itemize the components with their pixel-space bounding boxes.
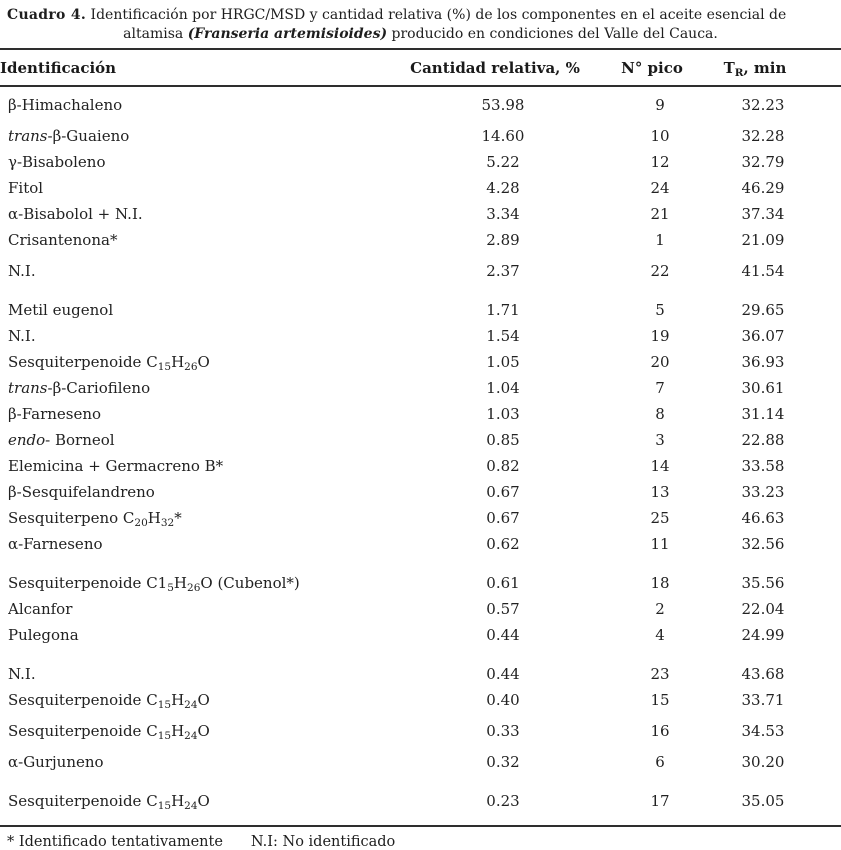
caption-line-1 — [0, 6, 841, 25]
cell-numero-pico: 1 — [655, 231, 665, 249]
caption-line-2 — [0, 25, 841, 44]
cell-tr-min: 24.99 — [741, 626, 785, 644]
cell-identificacion: Elemicina + Germacreno B* — [8, 457, 224, 475]
cell-cantidad-relativa: 0.23 — [486, 792, 520, 810]
table-row — [0, 687, 841, 713]
cell-numero-pico: 6 — [655, 753, 665, 771]
cell-identificacion: Sesquiterpenoide $C_{15}H_{24}O$ — [8, 792, 210, 812]
cell-numero-pico: 22 — [650, 262, 670, 280]
cell-tr-min: 36.07 — [741, 327, 785, 345]
cell-tr-min: 46.29 — [741, 179, 785, 197]
cell-tr-min: 30.20 — [741, 753, 785, 771]
cell-cantidad-relativa: 1.71 — [486, 301, 520, 319]
cell-identificacion: N.I. — [8, 327, 36, 345]
cell-identificacion: Sesquiterpenoide $C1_5H_{26}O$ (Cubenol*) — [8, 574, 300, 594]
cell-tr-min: 37.34 — [741, 205, 785, 223]
cell-cantidad-relativa: 1.04 — [486, 379, 520, 397]
cell-numero-pico: 2 — [655, 600, 665, 618]
cell-numero-pico: 15 — [650, 691, 670, 709]
cell-cantidad-relativa: 0.62 — [486, 535, 520, 553]
cell-tr-min: 32.28 — [741, 127, 785, 145]
cell-tr-min: 33.71 — [741, 691, 785, 709]
table-row — [0, 596, 841, 622]
cell-tr-min: 46.63 — [741, 509, 785, 527]
cell-numero-pico: 7 — [655, 379, 665, 397]
cell-cantidad-relativa: 1.03 — [486, 405, 520, 423]
cell-identificacion: Sesquiterpeno $C_{20}H_{32}*$ — [8, 509, 182, 529]
cell-numero-pico: 12 — [650, 153, 670, 171]
cell-identificacion: α-Gurjuneno — [8, 753, 104, 771]
cell-cantidad-relativa: 0.32 — [486, 753, 520, 771]
cell-tr-min: 34.53 — [741, 722, 785, 740]
cell-numero-pico: 14 — [650, 457, 670, 475]
cell-numero-pico: 11 — [650, 535, 670, 553]
cell-identificacion: β-Sesquifelandreno — [8, 483, 155, 501]
cell-tr-min: 41.54 — [741, 262, 785, 280]
cell-cantidad-relativa: 53.98 — [481, 96, 525, 114]
column-header-identificacion: Identificación — [0, 59, 117, 77]
table-row — [0, 401, 841, 427]
cell-identificacion: Sesquiterpenoide $C_{15}H_{24}O$ — [8, 722, 210, 742]
cell-tr-min: 21.09 — [741, 231, 785, 249]
cell-cantidad-relativa: 1.54 — [486, 327, 520, 345]
table-row — [0, 427, 841, 453]
table-row — [0, 323, 841, 349]
cell-numero-pico: 5 — [655, 301, 665, 319]
table-row — [0, 718, 841, 744]
cell-cantidad-relativa: 2.37 — [486, 262, 520, 280]
cell-cantidad-relativa: 0.61 — [486, 574, 520, 592]
footnote-asterisk: * Identificado tentativamente — [7, 834, 223, 850]
table-body — [0, 92, 841, 814]
cell-numero-pico: 4 — [655, 626, 665, 644]
cell-identificacion: Fitol — [8, 179, 44, 197]
bottom-rule — [0, 825, 841, 827]
cell-identificacion: Alcanfor — [8, 600, 73, 618]
cell-tr-min: 22.88 — [741, 431, 785, 449]
species-name: (Franseria artemisioides) — [187, 26, 388, 42]
caption-text-post: producido en condiciones del Valle del Cauca. — [387, 26, 718, 42]
table-row — [0, 149, 841, 175]
cell-numero-pico: 13 — [650, 483, 670, 501]
cell-tr-min: 33.58 — [741, 457, 785, 475]
caption-label: Cuadro 4. — [7, 7, 87, 23]
table-row — [0, 258, 841, 284]
cell-cantidad-relativa: 0.40 — [486, 691, 520, 709]
cell-numero-pico: 23 — [650, 665, 670, 683]
cell-identificacion: α-Bisabolol + N.I. — [8, 205, 143, 223]
cell-numero-pico: 25 — [650, 509, 670, 527]
cell-numero-pico: 20 — [650, 353, 670, 371]
table-row — [0, 531, 841, 557]
table-row — [0, 479, 841, 505]
table-row — [0, 349, 841, 375]
cell-cantidad-relativa: 1.05 — [486, 353, 520, 371]
header-rule — [0, 85, 841, 87]
cell-tr-min: 32.23 — [741, 96, 785, 114]
cell-numero-pico: 24 — [650, 179, 670, 197]
cell-identificacion: α-Farneseno — [8, 535, 103, 553]
cell-identificacion: β-Himachaleno — [8, 96, 123, 114]
cell-cantidad-relativa: 0.44 — [486, 626, 520, 644]
cell-cantidad-relativa: 14.60 — [481, 127, 525, 145]
cell-tr-min: 35.05 — [741, 792, 785, 810]
cell-identificacion: N.I. — [8, 262, 36, 280]
cell-identificacion: trans-β-Guaieno — [8, 127, 130, 145]
cell-identificacion: Sesquiterpenoide $C_{15}H_{24}O$ — [8, 691, 210, 711]
table-row — [0, 123, 841, 149]
cell-identificacion: Sesquiterpenoide $C_{15}H_{26}O$ — [8, 353, 210, 373]
table-row — [0, 661, 841, 687]
cell-tr-min: 33.23 — [741, 483, 785, 501]
cell-numero-pico: 19 — [650, 327, 670, 345]
cell-cantidad-relativa: 0.82 — [486, 457, 520, 475]
table-caption — [0, 6, 841, 44]
column-header-numero-pico: N° pico — [621, 59, 683, 77]
cell-identificacion: γ-Bisaboleno — [8, 153, 106, 171]
cell-tr-min: 36.93 — [741, 353, 785, 371]
footnote-ni: N.I: No identificado — [250, 834, 396, 850]
cell-cantidad-relativa: 0.67 — [486, 483, 520, 501]
cell-cantidad-relativa: 0.57 — [486, 600, 520, 618]
cell-tr-min: 29.65 — [741, 301, 785, 319]
column-header-tr-min: $T_R$, min — [723, 59, 787, 77]
table-row — [0, 622, 841, 648]
table-row — [0, 227, 841, 253]
cell-numero-pico: 16 — [650, 722, 670, 740]
cell-numero-pico: 3 — [655, 431, 665, 449]
cell-identificacion: Pulegona — [8, 626, 79, 644]
cell-tr-min: 43.68 — [741, 665, 785, 683]
cell-numero-pico: 17 — [650, 792, 670, 810]
cell-cantidad-relativa: 2.89 — [486, 231, 520, 249]
cell-cantidad-relativa: 0.85 — [486, 431, 520, 449]
cell-cantidad-relativa: 5.22 — [486, 153, 520, 171]
cell-tr-min: 31.14 — [741, 405, 785, 423]
cell-cantidad-relativa: 0.67 — [486, 509, 520, 527]
cell-cantidad-relativa: 0.33 — [486, 722, 520, 740]
cell-numero-pico: 8 — [655, 405, 665, 423]
table-row — [0, 453, 841, 479]
table-header-row — [0, 50, 841, 85]
caption-text: Identificación por HRGC/MSD y cantidad relativa (%) de los componentes en el aceite esencial de — [86, 7, 787, 23]
table-row — [0, 175, 841, 201]
cell-cantidad-relativa: 3.34 — [486, 205, 520, 223]
cell-identificacion: trans-β-Cariofileno — [8, 379, 151, 397]
cell-tr-min: 22.04 — [741, 600, 785, 618]
cell-tr-min: 30.61 — [741, 379, 785, 397]
cell-tr-min: 32.79 — [741, 153, 785, 171]
table-row — [0, 788, 841, 814]
cell-numero-pico: 18 — [650, 574, 670, 592]
cell-identificacion: β-Farneseno — [8, 405, 102, 423]
table-row — [0, 749, 841, 775]
table-row — [0, 297, 841, 323]
table-row — [0, 201, 841, 227]
cell-identificacion: Metil eugenol — [8, 301, 114, 319]
caption-text-pre: altamisa — [123, 26, 188, 42]
table-row — [0, 570, 841, 596]
cell-cantidad-relativa: 4.28 — [486, 179, 520, 197]
cell-tr-min: 32.56 — [741, 535, 785, 553]
cell-numero-pico: 10 — [650, 127, 670, 145]
table-row — [0, 92, 841, 118]
column-header-cantidad-relativa: Cantidad relativa, % — [410, 59, 580, 77]
cell-numero-pico: 21 — [650, 205, 670, 223]
cell-numero-pico: 9 — [655, 96, 665, 114]
cell-identificacion: N.I. — [8, 665, 36, 683]
table-row — [0, 375, 841, 401]
cell-identificacion: endo- Borneol — [8, 431, 115, 449]
cell-identificacion: Crisantenona* — [8, 231, 118, 249]
cell-cantidad-relativa: 0.44 — [486, 665, 520, 683]
cell-tr-min: 35.56 — [741, 574, 785, 592]
table-footnote — [0, 834, 841, 850]
table-row — [0, 505, 841, 531]
